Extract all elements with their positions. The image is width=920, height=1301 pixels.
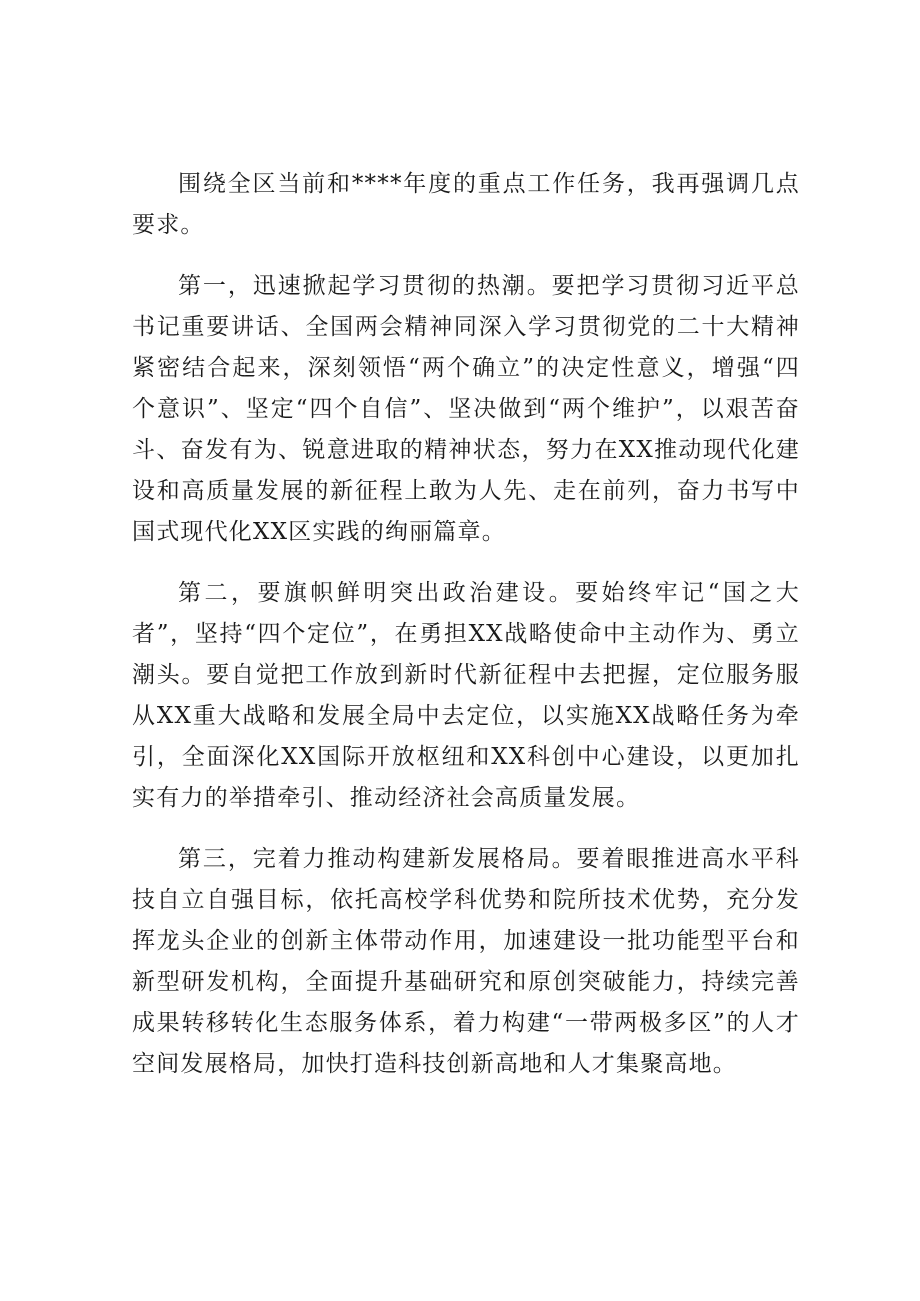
intro-paragraph: 围绕全区当前和****年度的重点工作任务，我再强调几点要求。 <box>132 171 800 238</box>
document-body <box>132 164 800 1105</box>
paragraph-second-point: 第二，要旗帜鲜明突出政治建设。要始终牢记“国之大者”，坚持“四个定位”，在勇担XX战略使命中主动作为、勇立潮头。要自觉把工作放到新时代新征程中去把握，定位服务服从XX重大战略和发展全局中去定位，以实施XX战略任务为牵引，全面深化XX国际开放枢纽和XX科创中心建设，以更加扎实有力的举措牵引、推动经济社会高质量发展。 <box>132 580 800 811</box>
paragraph-first-point: 第一，迅速掀起学习贯彻的热潮。要把学习贯彻习近平总书记重要讲话、全国两会精神同深入学习贯彻党的二十大精神紧密结合起来，深刻领悟“两个确立”的决定性意义，增强“四个意识”、坚定“四个自信”、坚决做到“两个维护”，以艰苦奋斗、奋发有为、锐意进取的精神状态，努力在XX推动现代化建设和高质量发展的新征程上敢为人先、走在前列，奋力书写中国式现代化XX区实践的绚丽篇章。 <box>132 273 800 545</box>
paragraph-third-point: 第三，完着力推动构建新发展格局。要着眼推进高水平科技自立自强目标，依托高校学科优势和院所技术优势，充分发挥龙头企业的创新主体带动作用，加速建设一批功能型平台和新型研发机构，全面提升基础研究和原创突破能力，持续完善成果转移转化生态服务体系，着力构建“一带两极多区”的人才空间发展格局，加快打造科技创新高地和人才集聚高地。 <box>132 846 800 1077</box>
